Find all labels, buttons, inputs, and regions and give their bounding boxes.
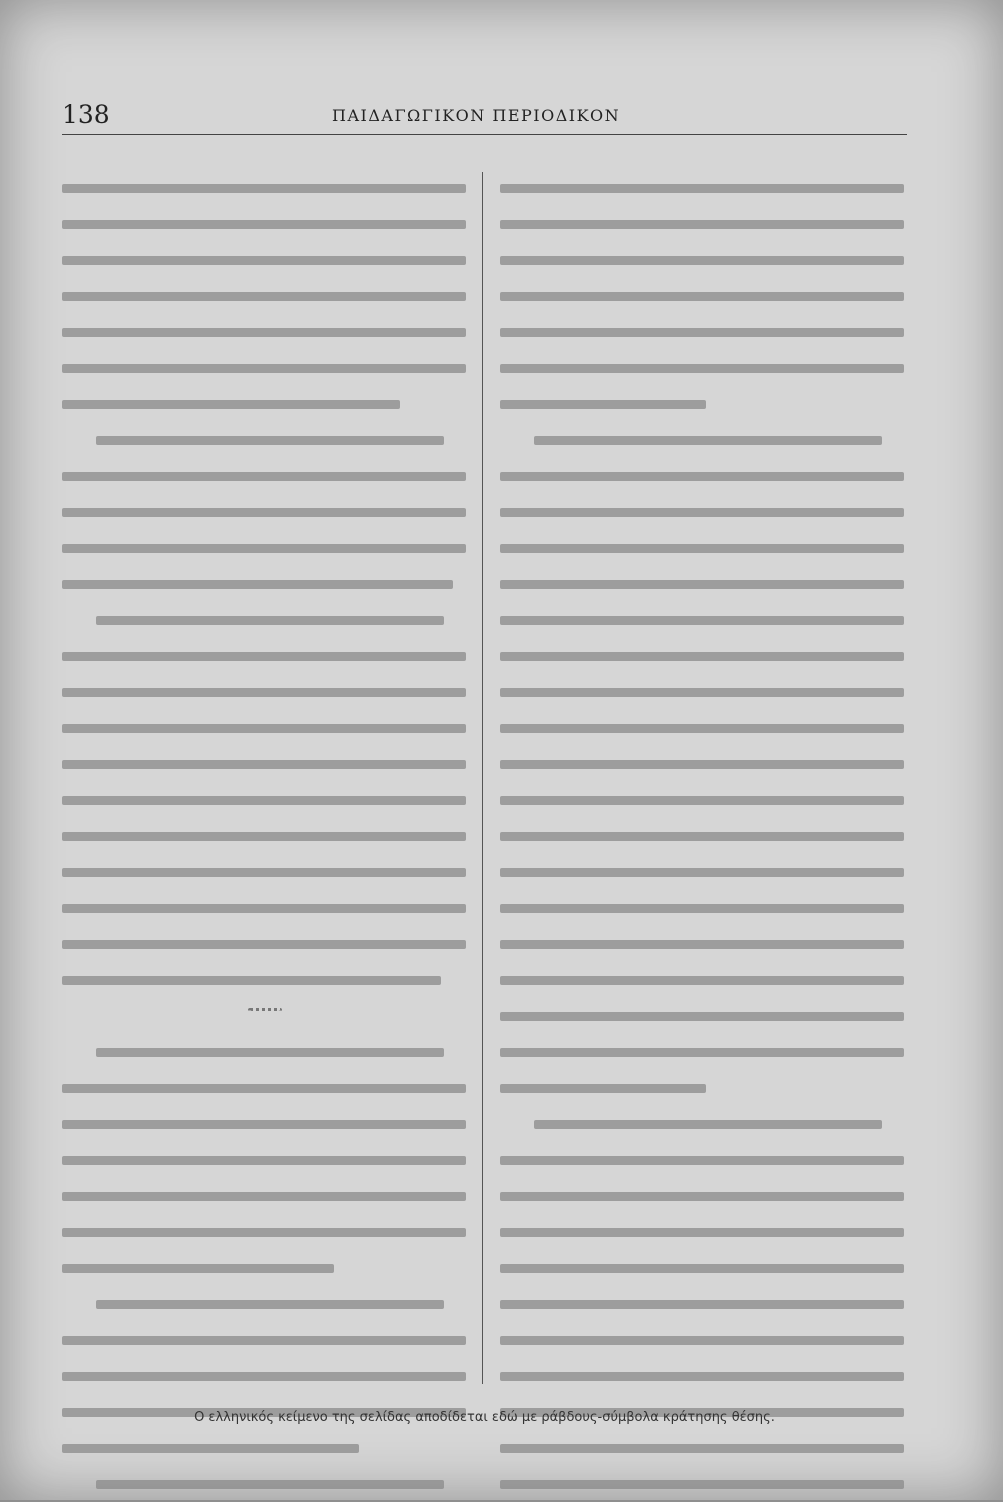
text-line — [62, 242, 474, 278]
text-line-placeholder — [62, 1336, 466, 1345]
text-line-placeholder — [500, 832, 904, 841]
text-line-placeholder — [62, 868, 466, 877]
text-line — [500, 1034, 912, 1070]
text-line — [500, 314, 912, 350]
text-line — [500, 962, 912, 998]
text-line — [500, 242, 912, 278]
text-line-placeholder — [248, 1008, 282, 1023]
text-line-placeholder — [500, 544, 904, 553]
text-line — [62, 170, 474, 206]
text-line — [62, 494, 474, 530]
text-line — [500, 1466, 912, 1502]
text-line — [500, 1286, 912, 1322]
text-line — [500, 602, 912, 638]
text-line — [500, 926, 912, 962]
text-line — [500, 494, 912, 530]
text-line-placeholder — [96, 1480, 444, 1489]
text-line-placeholder — [62, 940, 466, 949]
text-line-placeholder — [500, 364, 904, 373]
text-line-placeholder — [62, 580, 453, 589]
text-line-placeholder — [500, 1192, 904, 1201]
text-line-placeholder — [500, 328, 904, 337]
page-number: 138 — [62, 100, 110, 129]
text-line-placeholder — [500, 220, 904, 229]
text-line-placeholder — [62, 220, 466, 229]
text-line-placeholder — [500, 1372, 904, 1381]
text-line — [500, 170, 912, 206]
text-line — [500, 1070, 912, 1106]
text-line-placeholder — [500, 1336, 904, 1345]
text-line-placeholder — [62, 1156, 466, 1165]
text-line-placeholder — [62, 1372, 466, 1381]
text-line-placeholder — [500, 580, 904, 589]
text-line — [500, 1106, 912, 1142]
text-line — [62, 206, 474, 242]
text-line-placeholder — [500, 616, 904, 625]
text-line — [62, 926, 474, 962]
text-line — [62, 1466, 474, 1502]
text-line-placeholder — [500, 796, 904, 805]
text-line-placeholder — [96, 1048, 444, 1057]
text-line — [62, 710, 474, 746]
text-line — [62, 746, 474, 782]
text-line — [62, 782, 474, 818]
text-line — [500, 566, 912, 602]
text-line-placeholder — [62, 1192, 466, 1201]
right-column — [500, 170, 912, 1370]
text-line — [500, 1178, 912, 1214]
text-line — [62, 1142, 474, 1178]
text-line — [500, 530, 912, 566]
text-line-placeholder — [62, 796, 466, 805]
section-ornament — [62, 998, 474, 1034]
text-line — [62, 350, 474, 386]
text-line-placeholder — [62, 256, 466, 265]
text-line — [500, 422, 912, 458]
text-line-placeholder — [500, 976, 904, 985]
text-line — [500, 1358, 912, 1394]
text-line — [500, 782, 912, 818]
text-line — [62, 278, 474, 314]
text-line — [500, 386, 912, 422]
text-line — [62, 1322, 474, 1358]
text-line-placeholder — [500, 688, 904, 697]
text-line-placeholder — [62, 976, 441, 985]
text-line — [500, 206, 912, 242]
text-line — [62, 566, 474, 602]
text-line-placeholder — [62, 1120, 466, 1129]
text-line — [500, 1322, 912, 1358]
text-line — [500, 278, 912, 314]
text-line-placeholder — [534, 436, 882, 445]
text-line-placeholder — [62, 1444, 359, 1453]
text-line-placeholder — [62, 328, 466, 337]
text-line — [500, 1430, 912, 1466]
page-header — [62, 98, 907, 135]
text-line-placeholder — [500, 184, 904, 193]
text-line-placeholder — [62, 1228, 466, 1237]
text-line-placeholder — [62, 292, 466, 301]
placeholder-notice: Ο ελληνικός κείμενο της σελίδας αποδίδεται εδώ με ράβδους-σύμβολα κράτησης θέσης. — [194, 1410, 775, 1425]
text-line-placeholder — [62, 184, 466, 193]
text-line-placeholder — [500, 904, 904, 913]
text-line-placeholder — [62, 1264, 334, 1273]
text-line — [62, 386, 474, 422]
text-line — [62, 854, 474, 890]
text-line-placeholder — [500, 1444, 904, 1453]
text-line-placeholder — [62, 1084, 466, 1093]
text-line — [500, 710, 912, 746]
text-line — [62, 818, 474, 854]
text-line-placeholder — [96, 1300, 444, 1309]
text-line-placeholder — [500, 1084, 706, 1093]
text-line-placeholder — [62, 688, 466, 697]
text-line-placeholder — [62, 508, 466, 517]
text-line-placeholder — [500, 292, 904, 301]
text-line — [62, 1106, 474, 1142]
text-line-placeholder — [500, 1012, 904, 1021]
text-line — [500, 998, 912, 1034]
text-line — [500, 890, 912, 926]
text-line-placeholder — [534, 1120, 882, 1129]
text-line — [500, 674, 912, 710]
text-line — [62, 1250, 474, 1286]
text-line-placeholder — [62, 364, 466, 373]
text-line — [500, 1250, 912, 1286]
text-line — [500, 818, 912, 854]
text-line-placeholder — [500, 940, 904, 949]
text-line-placeholder — [500, 1048, 904, 1057]
text-line — [500, 1142, 912, 1178]
left-column — [62, 170, 474, 1370]
text-line — [62, 1070, 474, 1106]
text-line — [500, 1214, 912, 1250]
text-line — [62, 458, 474, 494]
text-line-placeholder — [500, 652, 904, 661]
text-line-placeholder — [500, 1480, 904, 1489]
text-line-placeholder — [500, 1264, 904, 1273]
text-line — [62, 638, 474, 674]
text-line-placeholder — [500, 868, 904, 877]
text-line — [62, 530, 474, 566]
text-line-placeholder — [500, 724, 904, 733]
text-line — [500, 638, 912, 674]
text-line — [62, 1214, 474, 1250]
text-line-placeholder — [62, 472, 466, 481]
text-line — [62, 1034, 474, 1070]
text-line — [62, 890, 474, 926]
text-line — [62, 1358, 474, 1394]
text-line-placeholder — [500, 760, 904, 769]
text-line-placeholder — [96, 616, 444, 625]
text-line-placeholder — [500, 400, 706, 409]
column-divider — [482, 172, 483, 1384]
text-line-placeholder — [500, 508, 904, 517]
text-line-placeholder — [62, 724, 466, 733]
text-line — [500, 746, 912, 782]
running-title: ΠΑΙΔΑΓΩΓΙΚΟΝ ΠΕΡΙΟΔΙΚΟΝ — [332, 106, 621, 125]
text-line — [62, 674, 474, 710]
text-line — [500, 458, 912, 494]
text-line — [62, 602, 474, 638]
text-line-placeholder — [500, 1156, 904, 1165]
text-line-placeholder — [500, 256, 904, 265]
text-line-placeholder — [96, 436, 444, 445]
text-line — [62, 1178, 474, 1214]
text-line — [62, 314, 474, 350]
text-line — [62, 1286, 474, 1322]
text-line-placeholder — [62, 400, 400, 409]
text-line-placeholder — [62, 760, 466, 769]
text-line — [62, 422, 474, 458]
text-line — [62, 1430, 474, 1466]
text-line-placeholder — [62, 652, 466, 661]
text-line-placeholder — [500, 472, 904, 481]
text-line-placeholder — [62, 544, 466, 553]
text-line-placeholder — [62, 904, 466, 913]
text-line — [500, 350, 912, 386]
text-line-placeholder — [500, 1300, 904, 1309]
text-line-placeholder — [500, 1228, 904, 1237]
text-line — [500, 854, 912, 890]
text-line-placeholder — [62, 832, 466, 841]
text-line — [62, 962, 474, 998]
